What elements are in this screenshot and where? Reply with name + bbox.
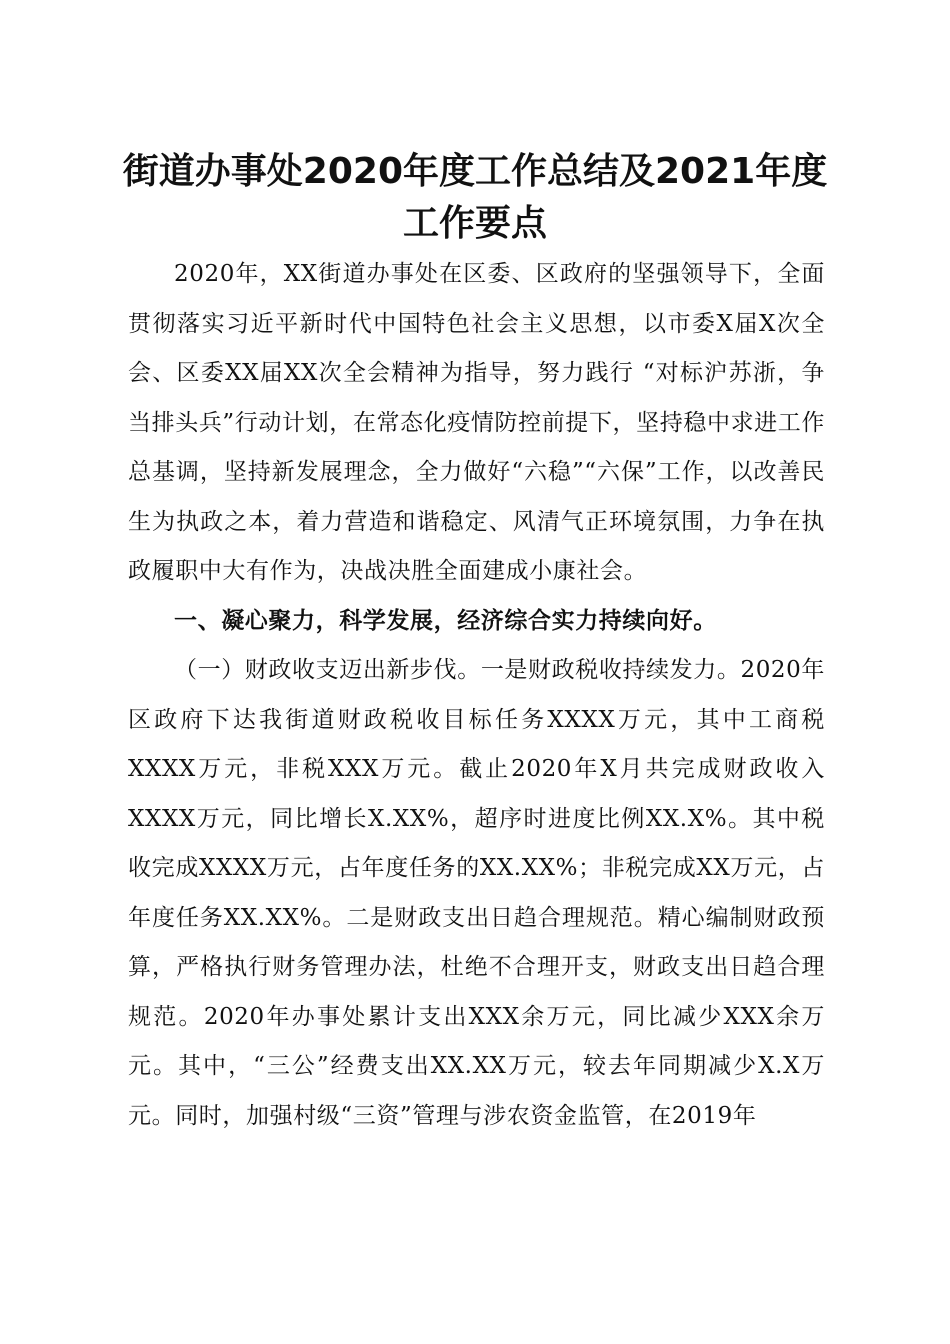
- section-1-paragraph: （一）财政收支迈出新步伐。一是财政税收持续发力。2020年区政府下达我街道财政税收目标任务XXXX万元，其中工商税XXXX万元，非税XXX万元。截止2020年X月共完成财政收入XXXX万元，同比增长X.XX%，超序时进度比例XX.X%。其中税收完成XXXX万元，占年度任务的XX.XX%；非税完成XX万元，占年度任务XX.XX%。二是财政支出日趋合理规范。精心编制财政预算，严格执行财务管理办法，杜绝不合理开支，财政支出日趋合理规范。2020年办事处累计支出XXX余万元，同比减少XXX余万元。其中，“三公”经费支出XX.XX万元，较去年同期减少X.X万元。同时，加强村级“三资”管理与涉农资金监管，在2019年: [128, 657, 825, 1129]
- document-body: [128, 250, 825, 1141]
- section-heading-1: 一、凝心聚力，科学发展，经济综合实力持续向好。: [174, 607, 717, 634]
- document-title: 街道办事处2020年度工作总结及2021年度工作要点: [122, 151, 828, 244]
- intro-paragraph: 2020年，XX街道办事处在区委、区政府的坚强领导下，全面贯彻落实习近平新时代中国特色社会主义思想，以市委X届X次全会、区委XX届XX次全会精神为指导，努力践行 “对标沪苏浙，争当排头兵”行动计划，在常态化疫情防控前提下，坚持稳中求进工作总基调，坚持新发展理念，全力做好“六稳”“六保”工作，以改善民生为执政之本，着力营造和谐稳定、风清气正环境氛围，力争在执政履职中大有作为，决战决胜全面建成小康社会。: [128, 261, 825, 584]
